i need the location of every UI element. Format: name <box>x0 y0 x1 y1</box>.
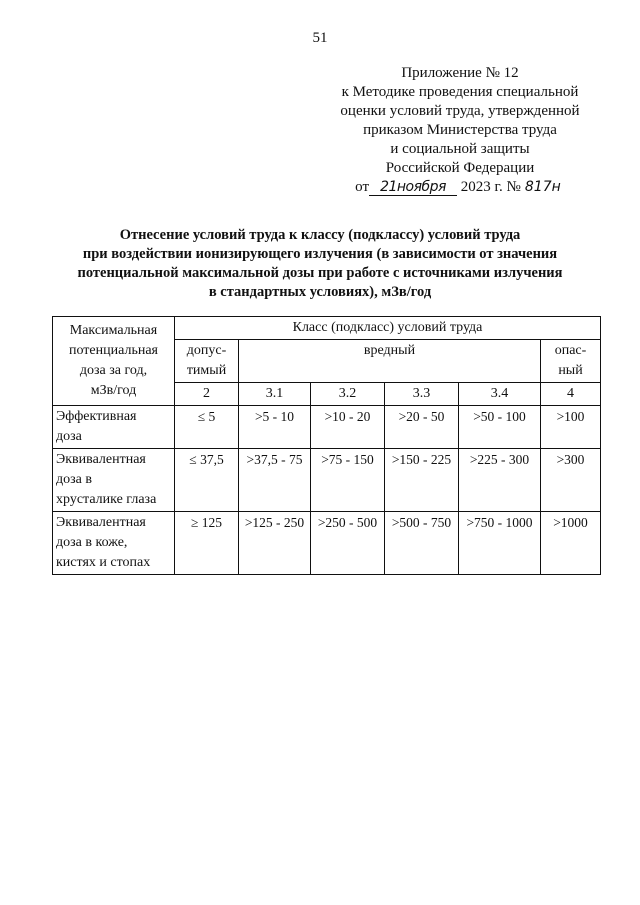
title-line: при воздействии ионизирующего излучения (в зависимости от значения <box>82 246 558 262</box>
value-cell: >150 - 225 <box>385 449 459 512</box>
row-label-cell: Эффективная доза <box>53 406 175 449</box>
value-cell: >100 <box>541 406 601 449</box>
value-cell: >10 - 20 <box>311 406 385 449</box>
value-cell: >75 - 150 <box>311 449 385 512</box>
date-prefix: от <box>355 179 370 195</box>
class-cell: 2 <box>175 383 239 406</box>
value-cell: ≤ 37,5 <box>175 449 239 512</box>
value-cell: >37,5 - 75 <box>239 449 311 512</box>
value-cell: >225 - 300 <box>459 449 541 512</box>
order-date-line <box>330 178 590 197</box>
table-row <box>53 449 601 512</box>
class-cell: 3.2 <box>311 383 385 406</box>
group-allowed-cell: допус- тимый <box>175 340 239 383</box>
value-cell: >20 - 50 <box>385 406 459 449</box>
title-line: в стандартных условиях), мЗв/год <box>208 284 432 300</box>
table-row <box>53 406 601 449</box>
corner-header-line: доза за год, <box>79 363 148 378</box>
value-cell: >1000 <box>541 512 601 575</box>
appendix-line: Российской Федерации <box>385 160 535 176</box>
value-cell: >500 - 750 <box>385 512 459 575</box>
value-cell: >250 - 500 <box>311 512 385 575</box>
value-cell: >300 <box>541 449 601 512</box>
appendix-block <box>330 64 590 197</box>
class-header-cell: Класс (подкласс) условий труда <box>175 317 601 340</box>
class-cell: 3.4 <box>459 383 541 406</box>
class-cell: 3.1 <box>239 383 311 406</box>
class-cell: 3.3 <box>385 383 459 406</box>
corner-header-line: мЗв/год <box>90 383 137 398</box>
year-text: 2023 г. № <box>460 179 521 195</box>
appendix-line: оценки условий труда, утвержденной <box>340 103 580 119</box>
table-row <box>53 512 601 575</box>
corner-header-line: потенциальная <box>69 343 158 358</box>
group-dangerous-cell: опас- ный <box>541 340 601 383</box>
dose-class-table <box>52 316 601 575</box>
handwritten-order-number: 817н <box>524 179 561 195</box>
row-label-cell: Эквивалентная доза в коже, кистях и стопах <box>53 512 175 575</box>
value-cell: ≤ 5 <box>175 406 239 449</box>
value-cell: >750 - 1000 <box>459 512 541 575</box>
class-cell: 4 <box>541 383 601 406</box>
value-cell: >50 - 100 <box>459 406 541 449</box>
corner-header-line: Максимальная <box>69 323 158 338</box>
appendix-line: Приложение № 12 <box>401 65 519 81</box>
group-harmful-cell: вредный <box>239 340 541 383</box>
value-cell: ≥ 125 <box>175 512 239 575</box>
document-title <box>40 226 600 302</box>
row-label-cell: Эквивалентная доза в хрусталике глаза <box>53 449 175 512</box>
value-cell: >5 - 10 <box>239 406 311 449</box>
table-header-row <box>53 317 601 340</box>
handwritten-date: 21ноября <box>369 180 457 196</box>
appendix-line: к Методике проведения специальной <box>341 84 579 100</box>
value-cell: >125 - 250 <box>239 512 311 575</box>
corner-header-cell <box>53 317 175 406</box>
page-number: 51 <box>312 30 328 46</box>
title-line: Отнесение условий труда к классу (подклассу) условий труда <box>119 227 521 243</box>
title-line: потенциальной максимальной дозы при работе с источниками излучения <box>77 265 563 281</box>
appendix-line: и социальной защиты <box>390 141 530 157</box>
appendix-line: приказом Министерства труда <box>363 122 557 138</box>
